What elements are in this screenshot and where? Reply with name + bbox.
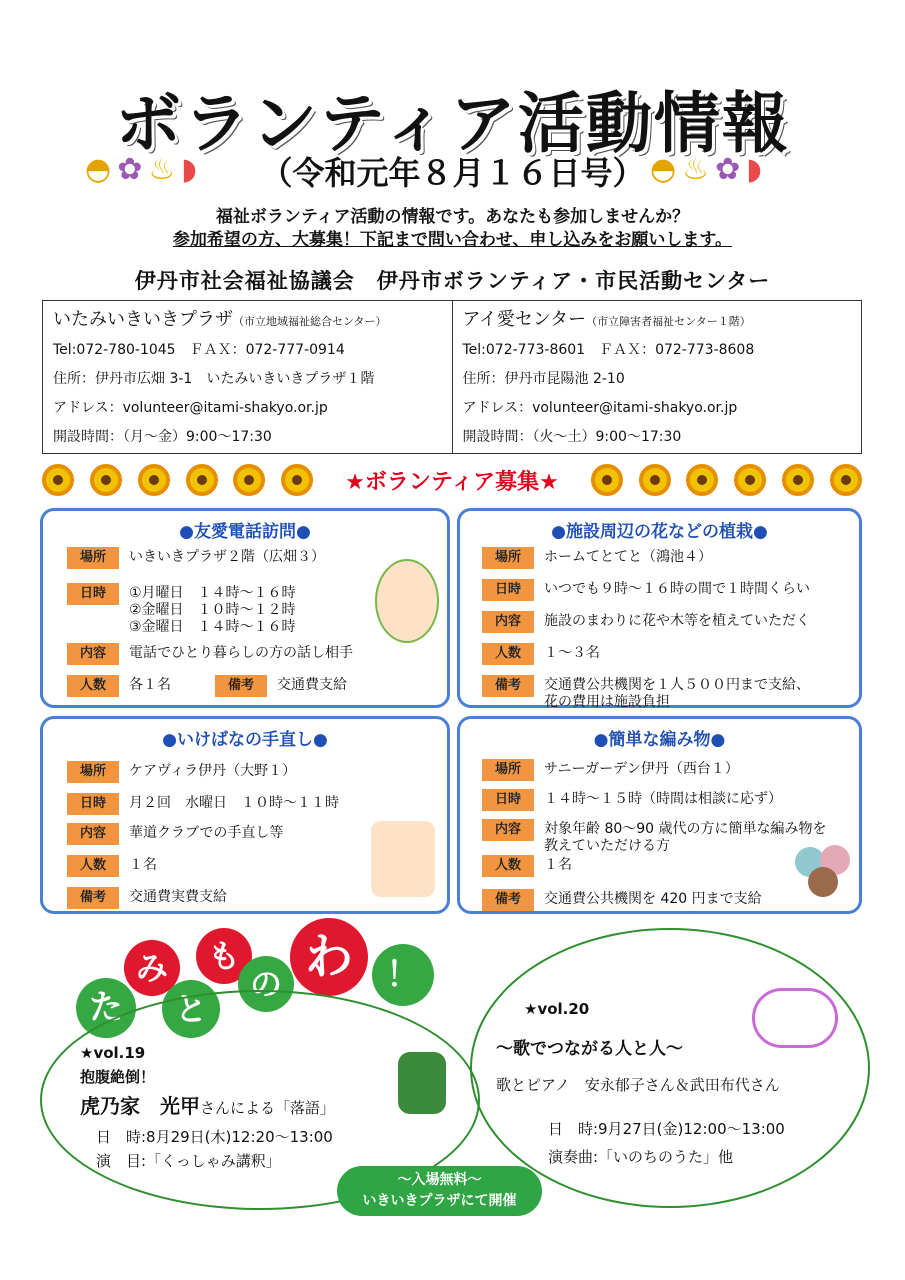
recruit-banner-row — [42, 458, 862, 502]
straw-hat-icon: ◓ — [650, 152, 677, 187]
label-people: 人数 — [67, 675, 119, 697]
event-program: 演 目:「くっしゃみ講釈」 — [96, 1152, 281, 1170]
label-date: 日時 — [482, 789, 534, 811]
content-value: 施設のまわりに花や木等を植えていただく — [544, 613, 810, 629]
date-value: ①月曜日 １４時～１６時 — [129, 585, 296, 601]
sunflower-icon — [233, 464, 265, 496]
intro-line-1: 福祉ボランティア活動の情報です。あなたも参加しませんか？ — [215, 207, 690, 227]
date-value: １４時～１５時（時間は相談に応ず） — [544, 791, 782, 807]
label-people: 人数 — [482, 643, 534, 665]
title-bubble: た — [76, 978, 136, 1038]
deco-icons-right — [650, 152, 762, 187]
note-value: 交通費支給 — [277, 677, 347, 693]
label-place: 場所 — [67, 761, 119, 783]
watermelon-icon: ◗ — [746, 152, 763, 187]
contact-name: いたみいきいきプラザ — [53, 309, 233, 330]
morning-glory-icon: ✿ — [117, 152, 143, 187]
sunflower-icon — [734, 464, 766, 496]
note-value: 交通費公共機関を 420 円まで支給 — [544, 891, 762, 907]
content-value: 対象年齢 80～90 歳代の方に簡単な編み物を — [544, 821, 827, 837]
sunflower-icon — [830, 464, 862, 496]
label-people: 人数 — [67, 855, 119, 877]
issue-date: （令和元年８月１６日号） — [260, 154, 645, 192]
sunflower-icon — [90, 464, 122, 496]
ikebana-woman-illustration — [371, 821, 435, 897]
label-place: 場所 — [482, 759, 534, 781]
contact-address: 住所：伊丹市広畑 3-1 いたみいきいきプラザ１階 — [53, 371, 375, 387]
place-value: ケアヴィラ伊丹（大野１） — [129, 763, 297, 779]
date-value: ②金曜日 １０時～１２時 — [129, 602, 296, 618]
label-note: 備考 — [67, 887, 119, 909]
morning-glory-icon: ✿ — [715, 152, 741, 187]
sunflower-icon — [782, 464, 814, 496]
entry-line-2: いきいきプラザにて開催 — [362, 1193, 517, 1209]
intro-line-2: 参加希望の方、大募集！下記まで問い合わせ、申し込みをお願いします。 — [172, 230, 733, 250]
music-notes-icon — [752, 988, 838, 1048]
card-title: ●施設周辺の花などの植栽● — [551, 522, 768, 542]
note-value: 交通費公共機関を１人５００円まで支給、 — [544, 677, 810, 693]
contact-address: 住所：伊丹市昆陽池 2-10 — [462, 371, 625, 387]
performer-name: 歌とピアノ 安永郁子さん＆武田布代さん — [496, 1076, 780, 1094]
entry-line-1: ～入場無料～ — [397, 1172, 482, 1188]
card-phone-visit — [40, 508, 450, 708]
label-content: 内容 — [67, 823, 119, 845]
event-tagline: ～歌でつながる人と人～ — [496, 1039, 683, 1059]
content-value: 華道クラブでの手直し等 — [129, 825, 284, 841]
beer-icon: ♨ — [148, 152, 176, 187]
title-bubble: も — [196, 928, 252, 984]
label-place: 場所 — [67, 547, 119, 569]
label-content: 内容 — [67, 643, 119, 665]
label-place: 場所 — [482, 547, 534, 569]
contact-table — [42, 300, 862, 454]
title-bubble: ！ — [372, 944, 434, 1006]
label-date: 日時 — [67, 583, 119, 605]
people-value: 各１名 — [129, 677, 171, 693]
event-vol: ★vol.20 — [524, 1000, 590, 1018]
label-note: 備考 — [482, 675, 534, 697]
title-bubble: と — [162, 980, 220, 1038]
page-title: ボランティア活動情報 — [115, 85, 790, 162]
performer-name: 虎乃家 光甲 — [80, 1094, 200, 1118]
label-note: 備考 — [482, 889, 534, 911]
people-value: １名 — [129, 857, 157, 873]
card-planting — [457, 508, 862, 708]
contact-sub: （市立地域福祉総合センター） — [233, 315, 387, 328]
people-value: １名 — [544, 857, 572, 873]
card-title: ●友愛電話訪問● — [179, 522, 311, 542]
contact-sub: （市立障害者福祉センター１階） — [586, 315, 751, 328]
label-date: 日時 — [67, 793, 119, 815]
watermelon-icon: ◗ — [181, 152, 198, 187]
performer-suffix: さんによる「落語」 — [200, 1099, 336, 1117]
contact-tel: Tel:072-773-8601 ＦＡＸ：072-773-8608 — [462, 342, 755, 358]
title-bubble: の — [238, 956, 294, 1012]
rakugo-performer-illustration — [398, 1052, 446, 1114]
contact-hours: 開設時間：（月～金）9:00～17:30 — [53, 429, 272, 445]
event-program: 演奏曲:「いのちのうた」他 — [548, 1148, 734, 1166]
date-value: 月２回 水曜日 １０時～１１時 — [129, 795, 339, 811]
event-date: 日 時:9月27日(金)12:00～13:00 — [548, 1120, 785, 1138]
event-tagline: 抱腹絶倒！ — [80, 1068, 156, 1086]
content-value: 電話でひとり暮らしの方の話し相手 — [129, 645, 353, 661]
note-value: 交通費実費支給 — [129, 889, 227, 905]
free-entry-badge — [337, 1166, 542, 1216]
recruit-banner: ★ボランティア募集★ — [345, 469, 559, 495]
date-value: ③金曜日 １４時～１６時 — [129, 619, 296, 635]
sunflower-icon — [138, 464, 170, 496]
contact-email: アドレス：volunteer@itami-shakyo.or.jp — [53, 400, 328, 416]
people-value: １～３名 — [544, 645, 600, 661]
sunflower-icon — [686, 464, 718, 496]
title-bubble: わ — [290, 918, 368, 996]
label-people: 人数 — [482, 855, 534, 877]
sunflower-icon — [591, 464, 623, 496]
event-vol: ★vol.19 — [80, 1044, 146, 1062]
woman-on-phone-illustration — [375, 559, 439, 643]
title-bubble: み — [124, 940, 180, 996]
label-note: 備考 — [215, 675, 267, 697]
card-knitting — [457, 716, 862, 914]
contact-email: アドレス：volunteer@itami-shakyo.or.jp — [462, 400, 738, 416]
contact-ai-center — [452, 301, 862, 453]
note-value: 花の費用は施設負担 — [544, 694, 670, 710]
contact-plaza — [43, 301, 452, 453]
sunflower-icon — [281, 464, 313, 496]
event-date: 日 時:8月29日(木)12:20～13:00 — [96, 1128, 333, 1146]
place-value: いきいきプラザ２階（広畑３） — [129, 549, 325, 565]
card-title: ●簡単な編み物● — [593, 730, 726, 750]
label-content: 内容 — [482, 611, 534, 633]
sunflower-icon — [186, 464, 218, 496]
date-value: いつでも９時～１６時の間で１時間くらい — [544, 581, 810, 597]
straw-hat-icon: ◓ — [85, 152, 112, 187]
sunflower-icon — [639, 464, 671, 496]
card-title: ●いけばなの手直し● — [162, 730, 328, 750]
beer-icon: ♨ — [682, 152, 710, 187]
card-ikebana — [40, 716, 450, 914]
sunflower-icon — [42, 464, 74, 496]
place-value: ホームてとてと（鴻池４） — [544, 549, 712, 565]
content-value: 教えていただける方 — [544, 838, 670, 854]
contact-hours: 開設時間：（火～土）9:00～17:30 — [462, 429, 682, 445]
label-date: 日時 — [482, 579, 534, 601]
label-content: 内容 — [482, 819, 534, 841]
contact-name: アイ愛センター — [462, 309, 587, 330]
organization-name: 伊丹市社会福祉協議会 伊丹市ボランティア・市民活動センター — [134, 269, 771, 293]
place-value: サニーガーデン伊丹（西台１） — [544, 761, 739, 777]
yarn-ball-icon — [808, 867, 838, 897]
contact-tel: Tel:072-780-1045 ＦＡＸ：072-777-0914 — [53, 342, 345, 358]
